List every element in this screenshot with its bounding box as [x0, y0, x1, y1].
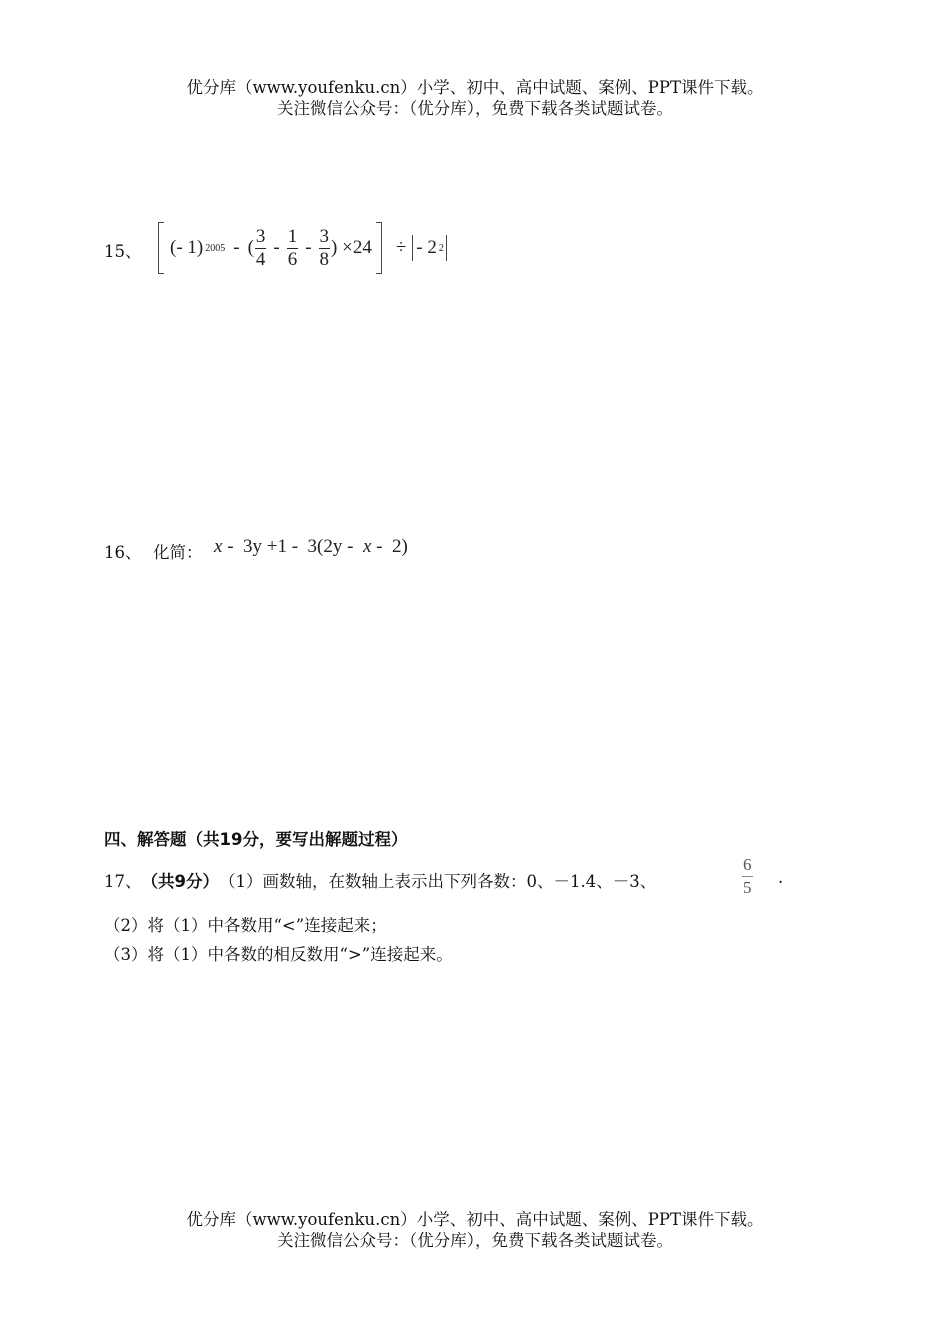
- abs-bar-right: [446, 235, 447, 261]
- fraction-denominator: 6: [287, 248, 298, 270]
- q15-fraction-2: [287, 226, 299, 271]
- q15-base: (- 1): [170, 237, 204, 258]
- q16-label: 化简：: [153, 543, 203, 562]
- footer-line-2: 关注微信公众号：（优分库），免费下载各类试题试卷。: [277, 1231, 673, 1250]
- q16-expression: [214, 536, 408, 558]
- q17-points: （共9分）: [141, 872, 219, 891]
- q15-fraction-3: [319, 226, 331, 271]
- header-line-1: 优分库（www.youfenku.cn）小学、初中、高中试题、案例、PPT课件下载。: [186, 78, 764, 97]
- header-line-2: 关注微信公众号：（优分库），免费下载各类试题试卷。: [277, 99, 673, 118]
- q17-part-3: （3）将（1）中各数的相反数用“>”连接起来。: [104, 945, 453, 964]
- abs-bar-left: [412, 235, 413, 261]
- q15-close-times: ) ×24: [331, 237, 372, 258]
- var-x: x: [214, 536, 223, 557]
- left-bracket: [158, 222, 164, 274]
- q15-minus-3: -: [305, 237, 312, 258]
- page-header: [0, 77, 950, 119]
- fraction-denominator: 4: [255, 248, 266, 270]
- page-footer: [0, 1209, 950, 1251]
- section-4-title: 四、解答题（共19分，要写出解题过程）: [104, 830, 408, 849]
- q17-part-2: （2）将（1）中各数用“<”连接起来；: [104, 916, 387, 935]
- fraction-numerator: 3: [319, 225, 330, 247]
- right-bracket: [376, 222, 382, 274]
- fraction-numerator: 6: [743, 855, 752, 874]
- q15-minus-1: -: [233, 237, 240, 258]
- q15-abs-inner: - 2: [416, 237, 437, 258]
- fraction-numerator: 1: [287, 225, 298, 247]
- q17-line-1: [104, 868, 656, 892]
- q15-number: 15、: [104, 242, 142, 261]
- q15-open-paren: (: [247, 237, 254, 258]
- q15-fraction-1: [255, 226, 267, 271]
- q15-minus-2: -: [273, 237, 280, 258]
- q17-part-1: （1）画数轴，在数轴上表示出下列各数：0、－1.4、－3、: [218, 872, 657, 891]
- q17-end-dot: .: [778, 868, 784, 887]
- q15-divide: ÷: [395, 237, 407, 258]
- q16-expr-part1: - 3y +1 - 3(2y -: [222, 536, 363, 557]
- fraction-denominator: 8: [319, 248, 330, 270]
- q15-expression: [158, 220, 447, 276]
- q16-number: 16、: [104, 543, 142, 562]
- fraction-denominator: 5: [743, 878, 752, 897]
- fraction-numerator: 3: [255, 225, 266, 247]
- q16-expr-part2: - 2): [371, 536, 408, 557]
- var-x: x: [362, 536, 372, 557]
- q17-number: 17、: [104, 872, 142, 891]
- q17-fraction: [741, 854, 754, 899]
- q15-exponent: 2005: [205, 242, 226, 254]
- q15-abs-exponent: 2: [438, 242, 444, 254]
- footer-line-1: 优分库（www.youfenku.cn）小学、初中、高中试题、案例、PPT课件下载。: [186, 1210, 764, 1229]
